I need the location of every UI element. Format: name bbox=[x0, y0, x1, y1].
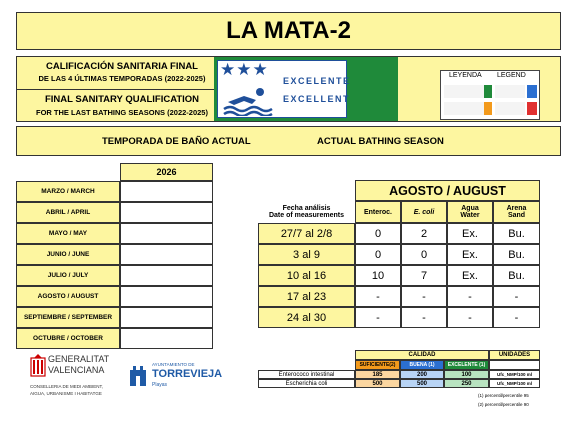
month-label: AGOSTO / AUGUST bbox=[16, 286, 120, 307]
enteroc-value: 0 bbox=[355, 223, 401, 244]
enteroc-column-header: Enteroc. bbox=[355, 201, 401, 223]
excellent-threshold: 250 bbox=[444, 379, 489, 388]
gva-department-line2: AIGUA, URBANISME I HABITATGE bbox=[30, 391, 102, 396]
quality-heading: CALIDAD bbox=[355, 350, 489, 360]
gva-name-line1: GENERALITAT bbox=[48, 354, 110, 364]
legend-label-es: LEYENDA bbox=[449, 72, 482, 79]
page-title: LA MATA-2 bbox=[16, 12, 561, 50]
month-label: MAYO / MAY bbox=[16, 223, 120, 244]
footnote-percentile-95: (1) percentil/percentile 95 bbox=[478, 393, 529, 398]
water-quality-value: Ex. bbox=[447, 244, 493, 265]
sand-quality-value: Bu. bbox=[493, 223, 540, 244]
qualification-divider bbox=[17, 89, 227, 90]
qualification-subtitle-en: FOR THE LAST BATHING SEASONS (2022-2025) bbox=[36, 108, 208, 117]
water-quality-value: - bbox=[447, 307, 493, 328]
date-column-label-es: Fecha análisis bbox=[282, 205, 331, 212]
month-cell bbox=[120, 328, 213, 349]
month-label: ABRIL / APRIL bbox=[16, 202, 120, 223]
ecoli-value: 0 bbox=[401, 244, 447, 265]
sufficient-threshold: 185 bbox=[355, 370, 400, 379]
enteroc-value: - bbox=[355, 286, 401, 307]
measurement-date: 3 al 9 bbox=[258, 244, 355, 265]
legend-item-good bbox=[495, 85, 525, 98]
rating-label-en: EXCELLENT bbox=[283, 94, 351, 104]
water-column-label-en: Water bbox=[460, 212, 480, 219]
month-cell bbox=[120, 181, 213, 202]
good-header: BUENA (1) bbox=[400, 360, 444, 370]
measurement-date: 24 al 30 bbox=[258, 307, 355, 328]
torrevieja-name: TORREVIEJA bbox=[152, 368, 223, 380]
generalitat-valenciana-logo bbox=[30, 352, 120, 408]
ecoli-column-header: E. coli bbox=[401, 201, 447, 223]
sand-quality-value: - bbox=[493, 307, 540, 328]
qualification-title-en: FINAL SANITARY QUALIFICATION bbox=[44, 94, 200, 105]
sand-column-header bbox=[493, 201, 540, 223]
torrevieja-council-label: AYUNTAMIENTO DE bbox=[152, 362, 195, 367]
season-label-en: ACTUAL BATHING SEASON bbox=[317, 136, 444, 147]
water-column-header bbox=[447, 201, 493, 223]
month-label: SEPTIEMBRE / SEPTEMBER bbox=[16, 307, 120, 328]
footnote-percentile-90: (2) percentil/percentile 90 bbox=[478, 402, 529, 407]
month-label: MARZO / MARCH bbox=[16, 181, 120, 202]
measurement-date: 10 al 16 bbox=[258, 265, 355, 286]
sand-quality-value: Bu. bbox=[493, 265, 540, 286]
august-heading: AGOSTO / AUGUST bbox=[355, 180, 540, 201]
water-column-label-es: Agua bbox=[461, 205, 479, 212]
sand-column-label-es: Arena bbox=[506, 205, 527, 212]
torrevieja-logo bbox=[128, 362, 228, 394]
gva-emblem-icon bbox=[30, 354, 46, 380]
enteroc-value: 10 bbox=[355, 265, 401, 286]
good-threshold: 500 bbox=[400, 379, 444, 388]
rating-stars-icon: ★★★ bbox=[220, 60, 269, 79]
legend-swatch-poor bbox=[527, 102, 537, 115]
units-heading: UNIDADES bbox=[489, 350, 540, 360]
parameter-label: Enterococo intestinal bbox=[258, 370, 355, 379]
sand-column-label-en: Sand bbox=[507, 212, 526, 219]
month-cell bbox=[120, 307, 213, 328]
enteroc-value: - bbox=[355, 307, 401, 328]
excellent-threshold: 100 bbox=[444, 370, 489, 379]
parameter-label: Escherichia coli bbox=[258, 379, 355, 388]
sand-quality-value: Bu. bbox=[493, 244, 540, 265]
unit-label: Ufc_NMP/100 ml bbox=[489, 379, 540, 388]
ecoli-value: - bbox=[401, 307, 447, 328]
legend-item-poor bbox=[495, 102, 525, 115]
unit-label: Ufc_NMP/100 ml bbox=[489, 370, 540, 379]
water-quality-value: - bbox=[447, 286, 493, 307]
month-label: JULIO / JULY bbox=[16, 265, 120, 286]
month-label: JUNIO / JUNE bbox=[16, 244, 120, 265]
water-quality-value: Ex. bbox=[447, 265, 493, 286]
gva-department-line1: CONSELLERIA DE MEDI AMBIENT, bbox=[30, 384, 104, 389]
month-cell bbox=[120, 244, 213, 265]
legend-swatch-sufficient bbox=[484, 102, 492, 115]
month-cell bbox=[120, 202, 213, 223]
gva-name-line2: VALENCIANA bbox=[48, 365, 105, 375]
torrevieja-beaches-label: Playas bbox=[152, 382, 168, 388]
season-bar bbox=[16, 126, 561, 156]
qualification-title-es: CALIFICACIÓN SANITARIA FINAL bbox=[46, 61, 198, 72]
torrevieja-emblem-icon bbox=[128, 364, 148, 388]
date-column-label-en: Date of measurements bbox=[268, 212, 345, 219]
water-quality-value: Ex. bbox=[447, 223, 493, 244]
month-cell bbox=[120, 265, 213, 286]
enteroc-value: 0 bbox=[355, 244, 401, 265]
month-cell bbox=[120, 223, 213, 244]
date-column-header bbox=[258, 201, 355, 223]
month-cell bbox=[120, 286, 213, 307]
good-threshold: 200 bbox=[400, 370, 444, 379]
legend-swatch-excellent bbox=[484, 85, 492, 98]
qualification-subtitle-es: DE LAS 4 ÚLTIMAS TEMPORADAS (2022-2025) bbox=[38, 74, 206, 83]
ecoli-value: 2 bbox=[401, 223, 447, 244]
legend-item-sufficient bbox=[444, 102, 484, 115]
ecoli-value: 7 bbox=[401, 265, 447, 286]
sand-quality-value: - bbox=[493, 286, 540, 307]
measurement-date: 17 al 23 bbox=[258, 286, 355, 307]
swimmer-icon bbox=[222, 86, 278, 116]
excellent-header: EXCELENTE (1) bbox=[444, 360, 489, 370]
rating-label-es: EXCELENTE bbox=[283, 76, 351, 86]
legend-item-excellent bbox=[444, 85, 484, 98]
legend-swatch-good bbox=[527, 85, 537, 98]
month-label: OCTUBRE / OCTOBER bbox=[16, 328, 120, 349]
year-header: 2026 bbox=[120, 163, 213, 181]
ecoli-value: - bbox=[401, 286, 447, 307]
units-blank-header bbox=[489, 360, 540, 370]
legend-label-en: LEGEND bbox=[497, 72, 526, 79]
sufficient-header: SUFICIENTE(2) bbox=[355, 360, 400, 370]
season-label-es: TEMPORADA DE BAÑO ACTUAL bbox=[102, 136, 251, 147]
measurement-date: 27/7 al 2/8 bbox=[258, 223, 355, 244]
sufficient-threshold: 500 bbox=[355, 379, 400, 388]
